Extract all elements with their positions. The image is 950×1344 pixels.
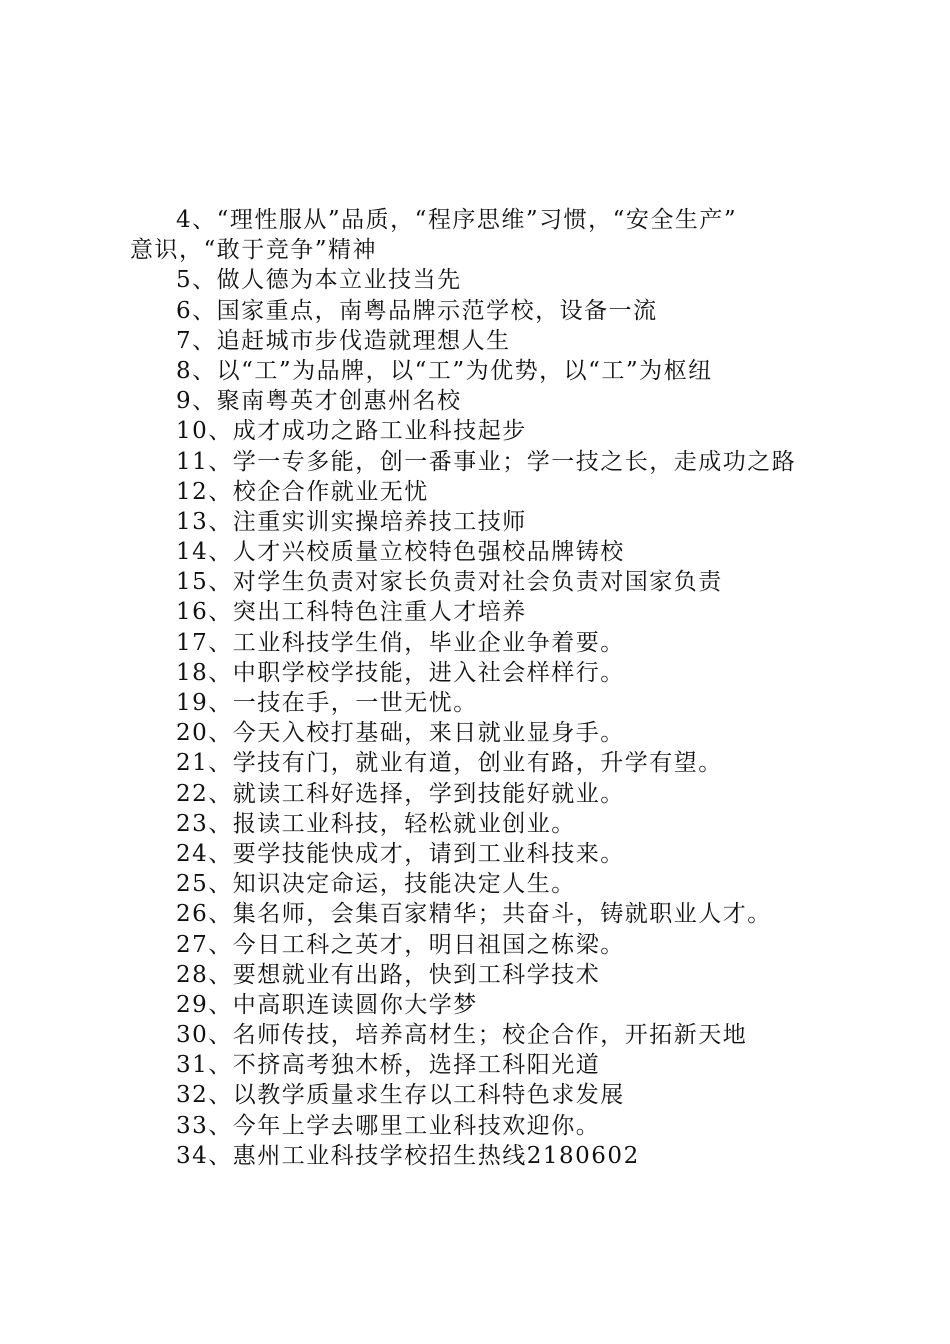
list-item: 30、名师传技，培养高材生；校企合作，开拓新天地 (176, 1022, 748, 1049)
list-item: 16、突出工科特色注重人才培养 (176, 599, 527, 626)
list-item: 4、“理性服从”品质，“程序思维”习惯，“安全生产” (176, 207, 738, 233)
list-item: 28、要想就业有出路，快到工科学技术 (176, 961, 601, 988)
list-item: 17、工业科技学生俏，毕业企业争着要。 (176, 629, 625, 656)
list-item: 18、中职学校学技能，进入社会样样行。 (176, 659, 625, 686)
list-item: 21、学技有门，就业有道，创业有路，升学有望。 (176, 750, 723, 777)
list-item: 23、报读工业科技，轻松就业创业。 (176, 810, 576, 837)
list-item: 27、今日工科之英才，明日祖国之栋梁。 (176, 931, 625, 958)
list-item: 26、集名师，会集百家精华；共奋斗，铸就职业人才。 (176, 901, 772, 928)
list-item: 31、不挤高考独木桥，选择工科阳光道 (176, 1052, 601, 1079)
slogan-list (130, 205, 830, 1171)
list-item: 9、聚南粤英才创惠州名校 (176, 388, 462, 415)
list-item: 11、学一专多能，创一番事业；学一技之长，走成功之路 (176, 448, 797, 475)
list-item: 13、注重实训实操培养技工技师 (176, 508, 527, 535)
list-item: 19、一技在手，一世无忧。 (176, 690, 478, 716)
list-item: 24、要学技能快成才，请到工业科技来。 (176, 840, 625, 867)
list-item: 20、今天入校打基础，来日就业显身手。 (176, 720, 625, 747)
list-item: 33、今年上学去哪里工业科技欢迎你。 (176, 1112, 601, 1139)
list-item: 10、成才成功之路工业科技起步 (176, 418, 527, 445)
list-item: 22、就读工科好选择，学到技能好就业。 (176, 780, 625, 807)
list-item: 6、国家重点，南粤品牌示范学校，设备一流 (176, 297, 658, 324)
list-item: 15、对学生负责对家长负责对社会负责对国家负责 (176, 569, 723, 596)
list-item: 32、以教学质量求生存以工科特色求发展 (176, 1082, 625, 1109)
list-item: 7、追赶城市步伐造就理想人生 (176, 327, 511, 354)
list-item: 29、中高职连读圆你大学梦 (176, 991, 478, 1018)
list-item: 12、校企合作就业无忧 (176, 478, 429, 505)
list-item: 5、做人德为本立业技当先 (176, 267, 462, 294)
list-item: 8、以“工”为品牌，以“工”为优势，以“工”为枢纽 (176, 357, 713, 384)
list-item-continuation: 意识，“敢于竞争”精神 (130, 237, 378, 264)
list-item: 25、知识决定命运，技能决定人生。 (176, 871, 576, 898)
list-item: 34、惠州工业科技学校招生热线2180602 (176, 1142, 640, 1169)
list-item: 14、人才兴校质量立校特色强校品牌铸校 (176, 539, 625, 566)
